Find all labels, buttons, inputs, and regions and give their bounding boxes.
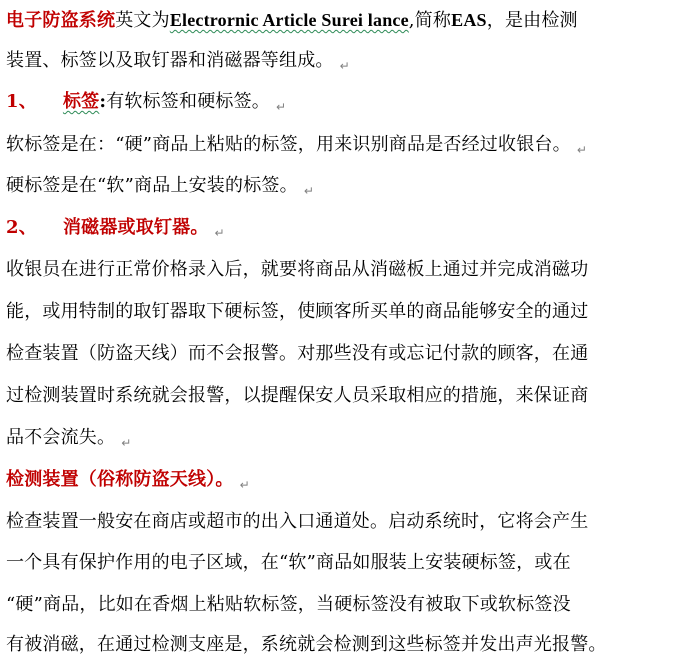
section1-number: 1、 — [6, 91, 37, 112]
section2-heading — [6, 217, 225, 239]
intro-term: 电子防盗系统 — [6, 10, 116, 31]
intro-lead: 英文为 — [115, 10, 170, 31]
intro-line-2 — [6, 50, 350, 72]
paragraph-mark-icon: ↵ — [239, 478, 250, 492]
paragraph-mark-icon: ↵ — [339, 59, 350, 73]
body-text: 检查装置（防盗天线）而不会报警。对那些没有或忘记付款的顾客，在通 — [6, 343, 589, 364]
body-text: 收银员在进行正常价格录入后，就要将商品从消磁板上通过并完成消磁功 — [6, 259, 589, 280]
section1-heading-text: 标签 — [62, 91, 100, 112]
section3-heading-text: 检测装置（俗称防盗天线）。 — [6, 469, 234, 490]
section2-body-line — [6, 427, 131, 449]
paragraph-mark-icon: ↵ — [303, 184, 315, 198]
body-text: 品不会流失。 — [6, 427, 116, 448]
section3-body-line — [6, 634, 607, 656]
intro-line2-text: 装置、标签以及取钉器和消磁器等组成。 — [6, 50, 334, 71]
body-text: 能，或用特制的取钉器取下硬标签，使顾客所买单的商品能够安全的通过 — [6, 301, 589, 322]
soft-tag-text: 软标签是在：“硬”商品上粘贴的标签，用来识别商品是否经过收银台。 — [6, 134, 571, 155]
body-text: “硬”商品，比如在香烟上粘贴软标签，当硬标签没有被取下或软标签没 — [6, 594, 571, 615]
section2-heading-text: 消磁器或取钉器。 — [62, 217, 209, 238]
body-text: 有被消磁，在通过检测支座是，系统就会检测到这些标签并发出声光报警。 — [6, 634, 607, 655]
intro-line-1 — [6, 9, 578, 31]
body-text: 一个具有保护作用的电子区域，在“软”商品如服装上安装硬标签，或在 — [6, 552, 571, 573]
body-text: 过检测装置时系统就会报警，以提醒保安人员采取相应的措施，来保证商 — [6, 385, 589, 406]
section2-body-line — [6, 385, 588, 407]
paragraph-mark-icon: ↵ — [576, 143, 588, 157]
intro-english-name: Electrornic Article Surei lance — [169, 10, 409, 30]
section1-hard-tag — [6, 175, 314, 197]
paragraph-mark-icon: ↵ — [121, 436, 132, 450]
section1-summary: 有软标签和硬标签。 — [106, 91, 271, 112]
intro-rest: ，是由检测 — [486, 10, 578, 31]
section2-body-line — [6, 343, 588, 365]
section3-heading — [6, 469, 250, 491]
section2-number: 2、 — [6, 217, 37, 238]
body-text: 检查装置一般安在商店或超市的出入口通道处。启动系统时，它将会产生 — [6, 511, 589, 532]
section3-body-line — [6, 594, 571, 616]
section1-soft-tag — [6, 134, 587, 156]
hard-tag-text: 硬标签是在“软”商品上安装的标签。 — [6, 175, 298, 196]
paragraph-mark-icon: ↵ — [276, 100, 287, 114]
section3-body-line — [6, 552, 571, 574]
section2-body-line — [6, 301, 588, 323]
paragraph-mark-icon: ↵ — [214, 226, 225, 240]
section1-colon: : — [99, 91, 107, 112]
section3-body-line — [6, 511, 588, 533]
section1-heading — [6, 91, 286, 113]
intro-abbr: EAS — [451, 10, 487, 30]
section2-body-line — [6, 259, 588, 281]
intro-mid: ,简称 — [408, 10, 452, 31]
